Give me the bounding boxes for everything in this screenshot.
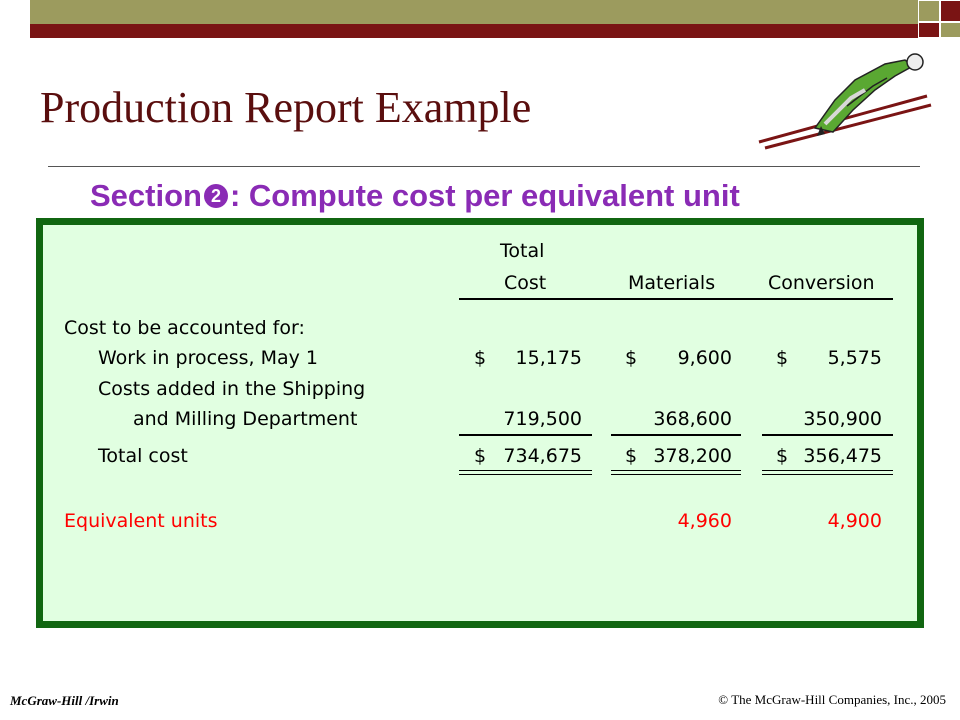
cell-total-total: 734,675	[503, 445, 582, 467]
ski-jumper-icon	[755, 50, 935, 150]
dollar-sign: $	[776, 347, 789, 369]
row-label-cost-to-account: Cost to be accounted for:	[64, 317, 305, 339]
row-label-wip: Work in process, May 1	[98, 347, 319, 369]
section-text: : Compute cost per equivalent unit	[229, 178, 740, 213]
dollar-sign: $	[474, 445, 487, 467]
corner-square	[918, 0, 940, 22]
cell-eq-conversion: 4,900	[827, 510, 882, 532]
top-decorative-bar	[30, 0, 960, 38]
section-number-icon: 2	[204, 184, 228, 208]
cell-wip-total: 15,175	[515, 347, 582, 369]
footer-publisher: McGraw-Hill /Irwin	[10, 693, 119, 708]
header-underline	[459, 298, 893, 300]
total-double-rule	[762, 474, 893, 475]
title-divider	[48, 166, 920, 167]
cell-added-materials: 368,600	[653, 408, 732, 430]
cell-wip-conversion: 5,575	[827, 347, 882, 369]
header-conversion: Conversion	[768, 272, 875, 294]
cell-wip-materials: 9,600	[677, 347, 732, 369]
corner-square	[918, 22, 940, 38]
slide-title: Production Report Example	[40, 83, 532, 132]
total-double-rule	[459, 470, 592, 471]
row-label-total: Total cost	[98, 445, 188, 467]
top-bar-maroon	[30, 24, 918, 38]
subtotal-rule	[611, 434, 741, 436]
corner-square	[940, 22, 960, 38]
row-label-added-line2: and Milling Department	[133, 408, 358, 430]
dollar-sign: $	[625, 445, 638, 467]
cell-total-conversion: 356,475	[803, 445, 882, 467]
corner-square	[940, 0, 960, 22]
dollar-sign: $	[474, 347, 487, 369]
dollar-sign: $	[625, 347, 638, 369]
cell-eq-materials: 4,960	[677, 510, 732, 532]
header-total-line1: Total	[500, 240, 545, 262]
subtotal-rule	[762, 434, 893, 436]
total-double-rule	[611, 470, 741, 471]
top-bar-olive	[30, 0, 918, 24]
subtotal-rule	[459, 434, 592, 436]
total-double-rule	[762, 470, 893, 471]
cell-added-conversion: 350,900	[803, 408, 882, 430]
row-label-equivalent-units: Equivalent units	[64, 510, 218, 532]
cell-total-materials: 378,200	[653, 445, 732, 467]
total-double-rule	[459, 474, 592, 475]
footer-copyright: © The McGraw-Hill Companies, Inc., 2005	[718, 692, 946, 707]
dollar-sign: $	[776, 445, 789, 467]
total-double-rule	[611, 474, 741, 475]
header-materials: Materials	[628, 272, 716, 294]
section-heading	[90, 178, 740, 214]
cell-added-total: 719,500	[503, 408, 582, 430]
row-label-added-line1: Costs added in the Shipping	[98, 378, 366, 400]
header-total-line2: Cost	[504, 272, 547, 294]
section-word: Section	[90, 178, 202, 213]
